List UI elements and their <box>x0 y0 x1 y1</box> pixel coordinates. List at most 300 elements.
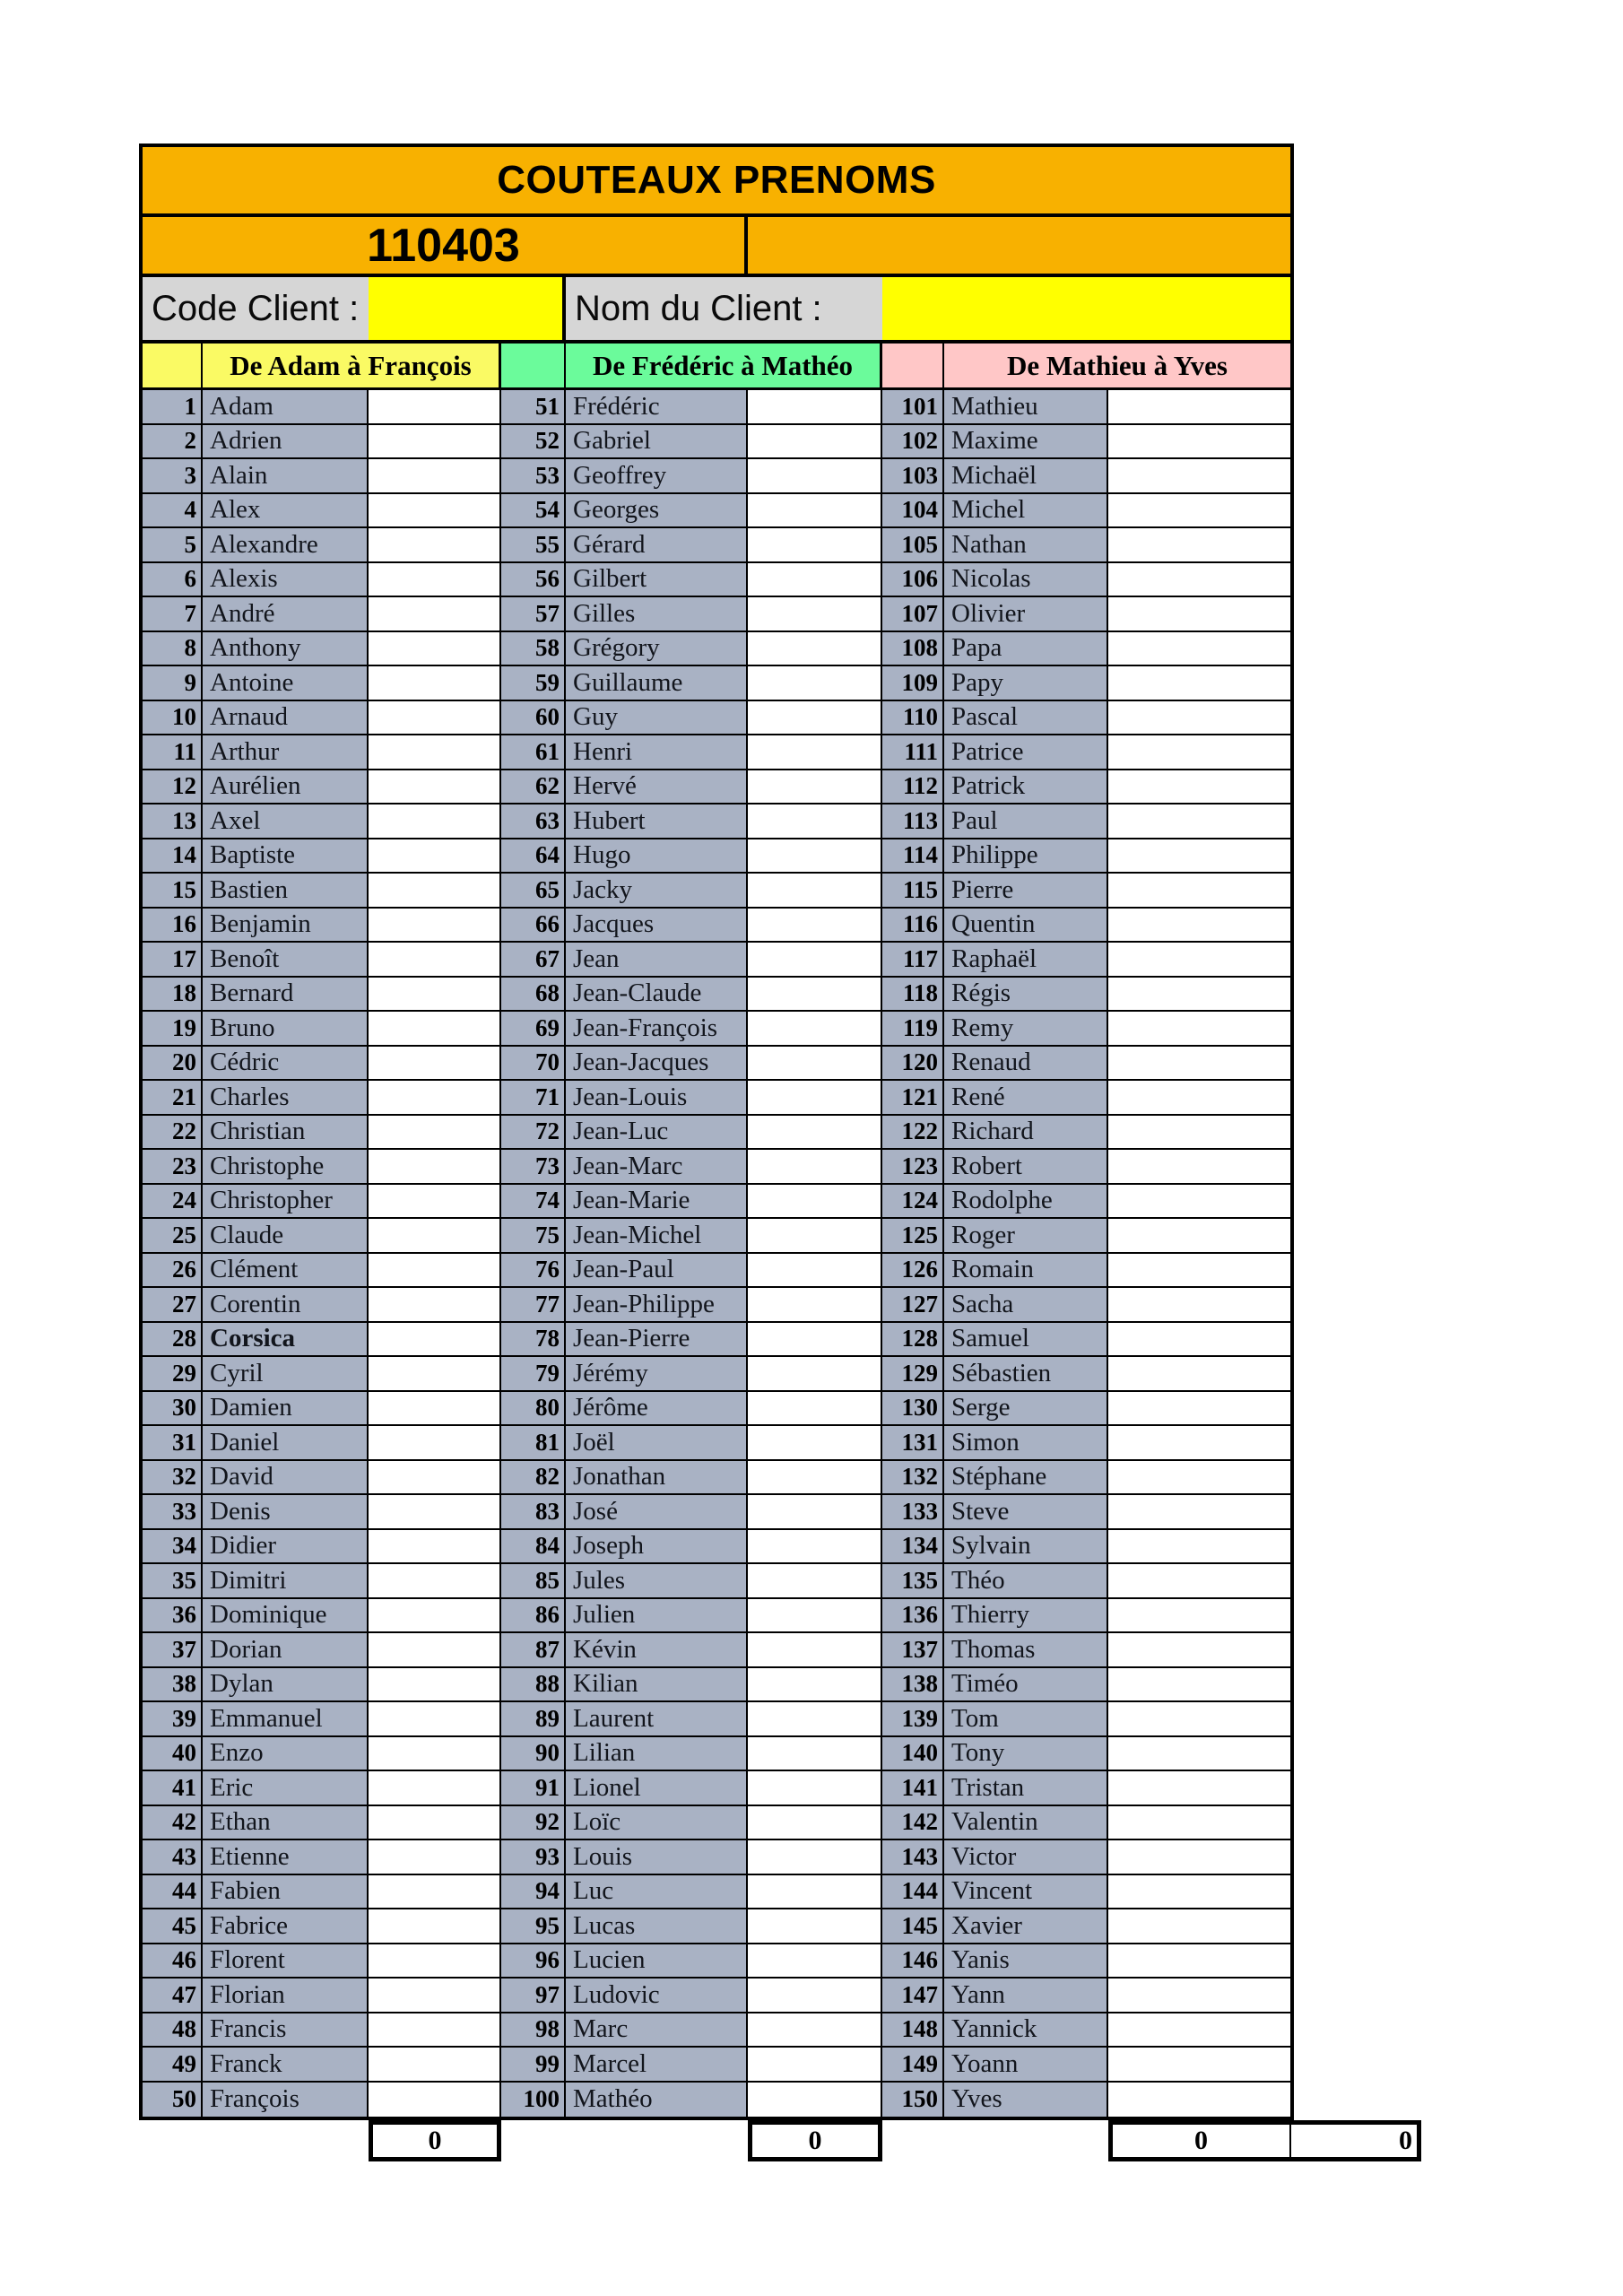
quantity-cell[interactable] <box>748 770 882 805</box>
quantity-cell[interactable] <box>369 1668 501 1703</box>
quantity-cell[interactable] <box>1108 770 1290 805</box>
row-number: 82 <box>501 1461 566 1496</box>
name-cell: Damien <box>203 1392 369 1427</box>
row-number: 73 <box>501 1150 566 1185</box>
quantity-cell[interactable] <box>1108 528 1290 563</box>
row-number: 88 <box>501 1668 566 1703</box>
quantity-cell[interactable] <box>1108 1564 1290 1599</box>
name-cell: Romain <box>944 1254 1108 1289</box>
row-number: 101 <box>882 390 944 425</box>
row-number: 28 <box>143 1323 203 1358</box>
name-cell: Baptiste <box>203 839 369 874</box>
row-number: 116 <box>882 909 944 944</box>
quantity-cell[interactable] <box>748 1047 882 1082</box>
quantity-cell[interactable] <box>369 1288 501 1323</box>
name-cell: Corsica <box>203 1323 369 1358</box>
quantity-cell[interactable] <box>369 874 501 909</box>
quantity-cell[interactable] <box>748 943 882 978</box>
quantity-cell[interactable] <box>748 459 882 494</box>
quantity-cell[interactable] <box>1108 1495 1290 1530</box>
name-cell: Hervé <box>566 770 748 805</box>
row-number: 93 <box>501 1840 566 1875</box>
quantity-cell[interactable] <box>1108 1116 1290 1151</box>
row-number: 60 <box>501 701 566 736</box>
quantity-cell[interactable] <box>748 1875 882 1910</box>
quantity-cell[interactable] <box>1108 2013 1290 2048</box>
name-cell: Denis <box>203 1495 369 1530</box>
name-cell: Rodolphe <box>944 1185 1108 1220</box>
quantity-cell[interactable] <box>369 1771 501 1806</box>
quantity-cell[interactable] <box>748 528 882 563</box>
name-cell: Olivier <box>944 597 1108 632</box>
quantity-cell[interactable] <box>748 666 882 701</box>
row-number: 95 <box>501 1909 566 1944</box>
row-number: 92 <box>501 1806 566 1841</box>
quantity-cell[interactable] <box>748 494 882 529</box>
quantity-cell[interactable] <box>748 1150 882 1185</box>
row-number: 137 <box>882 1633 944 1668</box>
quantity-cell[interactable] <box>748 632 882 667</box>
row-number: 75 <box>501 1219 566 1254</box>
quantity-cell[interactable] <box>369 459 501 494</box>
quantity-cell[interactable] <box>369 804 501 839</box>
row-number: 81 <box>501 1426 566 1461</box>
quantity-cell[interactable] <box>369 1806 501 1841</box>
name-cell: Michaël <box>944 459 1108 494</box>
row-number: 9 <box>143 666 203 701</box>
quantity-cell[interactable] <box>748 1323 882 1358</box>
quantity-cell[interactable] <box>369 735 501 770</box>
quantity-cell[interactable] <box>369 1944 501 1979</box>
row-number: 35 <box>143 1564 203 1599</box>
name-cell: Régis <box>944 978 1108 1013</box>
row-number: 34 <box>143 1530 203 1565</box>
row-number: 22 <box>143 1116 203 1151</box>
quantity-cell[interactable] <box>1108 390 1290 425</box>
quantity-cell[interactable] <box>1108 1840 1290 1875</box>
quantity-cell[interactable] <box>748 1737 882 1772</box>
quantity-cell[interactable] <box>748 1254 882 1289</box>
row-number: 100 <box>501 2083 566 2118</box>
quantity-cell[interactable] <box>748 390 882 425</box>
reference-banner <box>143 217 1290 277</box>
quantity-cell[interactable] <box>369 1840 501 1875</box>
name-cell: Bruno <box>203 1012 369 1047</box>
name-cell: Roger <box>944 1219 1108 1254</box>
quantity-cell[interactable] <box>1108 701 1290 736</box>
quantity-cell[interactable] <box>748 1495 882 1530</box>
name-cell: Gabriel <box>566 425 748 460</box>
name-cell: Raphaël <box>944 943 1108 978</box>
quantity-cell[interactable] <box>369 1737 501 1772</box>
quantity-cell[interactable] <box>748 2048 882 2083</box>
row-number: 67 <box>501 943 566 978</box>
name-cell: Jérôme <box>566 1392 748 1427</box>
row-number: 14 <box>143 839 203 874</box>
quantity-cell[interactable] <box>369 909 501 944</box>
name-cell: Gilbert <box>566 563 748 598</box>
quantity-cell[interactable] <box>748 1116 882 1151</box>
quantity-cell[interactable] <box>1108 1979 1290 2013</box>
name-cell: Sylvain <box>944 1530 1108 1565</box>
quantity-cell[interactable] <box>748 1668 882 1703</box>
row-number: 13 <box>143 804 203 839</box>
name-cell: Frédéric <box>566 390 748 425</box>
row-number: 53 <box>501 459 566 494</box>
row-number: 106 <box>882 563 944 598</box>
quantity-cell[interactable] <box>1108 1875 1290 1910</box>
quantity-cell[interactable] <box>369 839 501 874</box>
row-number: 15 <box>143 874 203 909</box>
name-cell: Steve <box>944 1495 1108 1530</box>
quantity-cell[interactable] <box>369 1564 501 1599</box>
name-cell: Axel <box>203 804 369 839</box>
quantity-cell[interactable] <box>369 2013 501 2048</box>
quantity-cell[interactable] <box>369 632 501 667</box>
name-cell: José <box>566 1495 748 1530</box>
quantity-cell[interactable] <box>1108 1599 1290 1634</box>
grand-total: 0 <box>1399 2126 1412 2155</box>
quantity-cell[interactable] <box>369 1047 501 1082</box>
quantity-cell[interactable] <box>1108 459 1290 494</box>
quantity-cell[interactable] <box>1108 1461 1290 1496</box>
quantity-cell[interactable] <box>1108 494 1290 529</box>
name-cell: Jean-Michel <box>566 1219 748 1254</box>
name-cell: Eric <box>203 1771 369 1806</box>
row-number: 18 <box>143 978 203 1013</box>
quantity-cell[interactable] <box>748 1219 882 1254</box>
quantity-cell[interactable] <box>1108 1323 1290 1358</box>
name-cell: Francis <box>203 2013 369 2048</box>
quantity-cell[interactable] <box>748 804 882 839</box>
name-cell: Dorian <box>203 1633 369 1668</box>
quantity-cell[interactable] <box>1108 978 1290 1013</box>
name-cell: Mathéo <box>566 2083 748 2118</box>
section2-number-header <box>501 344 566 390</box>
name-cell: Benjamin <box>203 909 369 944</box>
quantity-cell[interactable] <box>369 1357 501 1392</box>
quantity-cell[interactable] <box>369 528 501 563</box>
name-cell: Jonathan <box>566 1461 748 1496</box>
name-cell: Gilles <box>566 597 748 632</box>
quantity-cell[interactable] <box>1108 1737 1290 1772</box>
quantity-cell[interactable] <box>369 1219 501 1254</box>
name-cell: Lionel <box>566 1771 748 1806</box>
name-cell: Arthur <box>203 735 369 770</box>
name-cell: Philippe <box>944 839 1108 874</box>
quantity-cell[interactable] <box>369 1530 501 1565</box>
quantity-cell[interactable] <box>1108 666 1290 701</box>
quantity-cell[interactable] <box>748 1461 882 1496</box>
quantity-cell[interactable] <box>1108 1185 1290 1220</box>
quantity-cell[interactable] <box>369 701 501 736</box>
name-cell: Patrice <box>944 735 1108 770</box>
quantity-cell[interactable] <box>369 1909 501 1944</box>
name-cell: Joël <box>566 1426 748 1461</box>
name-cell: Kévin <box>566 1633 748 1668</box>
quantity-cell[interactable] <box>1108 632 1290 667</box>
name-cell: David <box>203 1461 369 1496</box>
name-cell: Guy <box>566 701 748 736</box>
row-number: 64 <box>501 839 566 874</box>
row-number: 107 <box>882 597 944 632</box>
quantity-cell[interactable] <box>748 1392 882 1427</box>
quantity-cell[interactable] <box>369 1392 501 1427</box>
name-cell: Jean-Claude <box>566 978 748 1013</box>
quantity-cell[interactable] <box>748 563 882 598</box>
quantity-cell[interactable] <box>369 2048 501 2083</box>
quantity-cell[interactable] <box>369 563 501 598</box>
quantity-cell[interactable] <box>369 1254 501 1289</box>
quantity-cell[interactable] <box>369 494 501 529</box>
name-cell: Mathieu <box>944 390 1108 425</box>
quantity-cell[interactable] <box>369 1150 501 1185</box>
quantity-cell[interactable] <box>1108 1047 1290 1082</box>
row-number: 47 <box>143 1979 203 2013</box>
quantity-cell[interactable] <box>1108 2048 1290 2083</box>
quantity-cell[interactable] <box>1108 563 1290 598</box>
quantity-cell[interactable] <box>369 943 501 978</box>
quantity-cell[interactable] <box>748 1185 882 1220</box>
name-cell: Patrick <box>944 770 1108 805</box>
quantity-cell[interactable] <box>369 2083 501 2118</box>
section1-number-header <box>143 344 203 390</box>
quantity-cell[interactable] <box>748 1357 882 1392</box>
name-cell: Alexis <box>203 563 369 598</box>
name-cell: Jean <box>566 943 748 978</box>
quantity-cell[interactable] <box>1108 1702 1290 1737</box>
row-number: 26 <box>143 1254 203 1289</box>
quantity-cell[interactable] <box>748 735 882 770</box>
quantity-cell[interactable] <box>1108 1668 1290 1703</box>
quantity-cell[interactable] <box>1108 1909 1290 1944</box>
name-cell: Yann <box>944 1979 1108 2013</box>
name-cell: Antoine <box>203 666 369 701</box>
name-cell: Jean-Louis <box>566 1081 748 1116</box>
quantity-cell[interactable] <box>748 1288 882 1323</box>
quantity-cell[interactable] <box>369 1116 501 1151</box>
name-cell: Papa <box>944 632 1108 667</box>
name-cell: Cyril <box>203 1357 369 1392</box>
row-number: 120 <box>882 1047 944 1082</box>
row-number: 111 <box>882 735 944 770</box>
quantity-cell[interactable] <box>748 701 882 736</box>
quantity-cell[interactable] <box>1108 735 1290 770</box>
quantity-cell[interactable] <box>1108 909 1290 944</box>
quantity-cell[interactable] <box>748 874 882 909</box>
name-cell: Tony <box>944 1737 1108 1772</box>
name-cell: Serge <box>944 1392 1108 1427</box>
row-number: 41 <box>143 1771 203 1806</box>
quantity-cell[interactable] <box>1108 1633 1290 1668</box>
client-code-label: Code Client : <box>143 277 369 344</box>
quantity-cell[interactable] <box>748 1633 882 1668</box>
row-number: 3 <box>143 459 203 494</box>
name-cell: Florian <box>203 1979 369 2013</box>
name-cell: Jean-Paul <box>566 1254 748 1289</box>
name-cell: Ludovic <box>566 1979 748 2013</box>
name-cell: Pierre <box>944 874 1108 909</box>
quantity-cell[interactable] <box>369 1461 501 1496</box>
row-number: 69 <box>501 1012 566 1047</box>
quantity-cell[interactable] <box>369 1426 501 1461</box>
quantity-cell[interactable] <box>748 839 882 874</box>
quantity-cell[interactable] <box>1108 804 1290 839</box>
client-name-label: Nom du Client : <box>566 277 882 344</box>
quantity-cell[interactable] <box>1108 2083 1290 2118</box>
name-cell: Gérard <box>566 528 748 563</box>
row-number: 25 <box>143 1219 203 1254</box>
quantity-cell[interactable] <box>369 1979 501 2013</box>
name-cell: Dominique <box>203 1599 369 1634</box>
row-number: 123 <box>882 1150 944 1185</box>
quantity-cell[interactable] <box>369 1012 501 1047</box>
quantity-cell[interactable] <box>748 1979 882 2013</box>
quantity-cell[interactable] <box>1108 1771 1290 1806</box>
name-cell: Daniel <box>203 1426 369 1461</box>
quantity-cell[interactable] <box>748 1702 882 1737</box>
section3-total: 0 <box>1113 2125 1291 2157</box>
quantity-cell[interactable] <box>1108 1219 1290 1254</box>
quantity-cell[interactable] <box>748 597 882 632</box>
quantity-cell[interactable] <box>748 1426 882 1461</box>
client-code-input[interactable] <box>369 277 566 344</box>
row-number: 30 <box>143 1392 203 1427</box>
row-number: 37 <box>143 1633 203 1668</box>
quantity-cell[interactable] <box>1108 597 1290 632</box>
quantity-cell[interactable] <box>1108 1288 1290 1323</box>
quantity-cell[interactable] <box>1108 874 1290 909</box>
row-number: 140 <box>882 1737 944 1772</box>
row-number: 143 <box>882 1840 944 1875</box>
name-cell: Geoffrey <box>566 459 748 494</box>
row-number: 89 <box>501 1702 566 1737</box>
name-cell: Tom <box>944 1702 1108 1737</box>
quantity-cell[interactable] <box>369 1702 501 1737</box>
name-cell: Vincent <box>944 1875 1108 1910</box>
quantity-cell[interactable] <box>1108 1357 1290 1392</box>
name-cell: René <box>944 1081 1108 1116</box>
row-number: 90 <box>501 1737 566 1772</box>
quantity-cell[interactable] <box>369 1185 501 1220</box>
quantity-cell[interactable] <box>748 1944 882 1979</box>
quantity-cell[interactable] <box>748 1012 882 1047</box>
quantity-cell[interactable] <box>1108 425 1290 460</box>
quantity-cell[interactable] <box>748 978 882 1013</box>
row-number: 114 <box>882 839 944 874</box>
quantity-cell[interactable] <box>748 2083 882 2118</box>
name-cell: Joseph <box>566 1530 748 1565</box>
quantity-cell[interactable] <box>1108 1150 1290 1185</box>
quantity-cell[interactable] <box>369 770 501 805</box>
row-number: 125 <box>882 1219 944 1254</box>
name-cell: Christian <box>203 1116 369 1151</box>
row-number: 12 <box>143 770 203 805</box>
quantity-cell[interactable] <box>369 978 501 1013</box>
quantity-cell[interactable] <box>369 1323 501 1358</box>
quantity-cell[interactable] <box>1108 1806 1290 1841</box>
quantity-cell[interactable] <box>748 1564 882 1599</box>
name-cell: Yanis <box>944 1944 1108 1979</box>
quantity-cell[interactable] <box>1108 1426 1290 1461</box>
quantity-cell[interactable] <box>748 1081 882 1116</box>
row-number: 44 <box>143 1875 203 1910</box>
name-cell: Corentin <box>203 1288 369 1323</box>
row-number: 58 <box>501 632 566 667</box>
row-number: 94 <box>501 1875 566 1910</box>
name-cell: Bastien <box>203 874 369 909</box>
name-cell: Robert <box>944 1150 1108 1185</box>
quantity-cell[interactable] <box>748 1909 882 1944</box>
row-number: 61 <box>501 735 566 770</box>
quantity-cell[interactable] <box>1108 1254 1290 1289</box>
quantity-cell[interactable] <box>748 1771 882 1806</box>
section3-number-header <box>882 344 944 390</box>
row-number: 40 <box>143 1737 203 1772</box>
quantity-cell[interactable] <box>369 1633 501 1668</box>
row-number: 85 <box>501 1564 566 1599</box>
row-number: 122 <box>882 1116 944 1151</box>
quantity-cell[interactable] <box>748 1840 882 1875</box>
name-cell: Louis <box>566 1840 748 1875</box>
client-name-input[interactable] <box>882 277 1290 344</box>
quantity-cell[interactable] <box>1108 1944 1290 1979</box>
name-cell: Michel <box>944 494 1108 529</box>
reference-number: 110403 <box>367 219 520 272</box>
name-cell: Enzo <box>203 1737 369 1772</box>
quantity-cell[interactable] <box>748 909 882 944</box>
quantity-cell[interactable] <box>1108 1392 1290 1427</box>
reference-empty-cell <box>748 217 1290 277</box>
quantity-cell[interactable] <box>1108 1530 1290 1565</box>
quantity-cell[interactable] <box>748 2013 882 2048</box>
row-number: 5 <box>143 528 203 563</box>
row-number: 136 <box>882 1599 944 1634</box>
quantity-cell[interactable] <box>748 1530 882 1565</box>
quantity-cell[interactable] <box>1108 1081 1290 1116</box>
name-cell: Fabrice <box>203 1909 369 1944</box>
name-cell: Didier <box>203 1530 369 1565</box>
name-cell: François <box>203 2083 369 2118</box>
quantity-cell[interactable] <box>369 666 501 701</box>
quantity-cell[interactable] <box>369 1875 501 1910</box>
name-cell: Yves <box>944 2083 1108 2118</box>
quantity-cell[interactable] <box>1108 1012 1290 1047</box>
quantity-cell[interactable] <box>369 1599 501 1634</box>
row-number: 132 <box>882 1461 944 1496</box>
quantity-cell[interactable] <box>369 390 501 425</box>
quantity-cell[interactable] <box>369 1081 501 1116</box>
quantity-cell[interactable] <box>1108 943 1290 978</box>
name-cell: Simon <box>944 1426 1108 1461</box>
row-number: 129 <box>882 1357 944 1392</box>
row-number: 76 <box>501 1254 566 1289</box>
name-cell: Benoît <box>203 943 369 978</box>
name-cell: Marc <box>566 2013 748 2048</box>
quantity-cell[interactable] <box>748 1599 882 1634</box>
quantity-cell[interactable] <box>369 597 501 632</box>
quantity-cell[interactable] <box>748 1806 882 1841</box>
row-number: 147 <box>882 1979 944 2013</box>
quantity-cell[interactable] <box>369 425 501 460</box>
section1-header: De Adam à François <box>203 344 501 390</box>
name-cell: Yannick <box>944 2013 1108 2048</box>
name-cell: Bernard <box>203 978 369 1013</box>
quantity-cell[interactable] <box>369 1495 501 1530</box>
quantity-cell[interactable] <box>1108 839 1290 874</box>
quantity-cell[interactable] <box>748 425 882 460</box>
name-cell: Pascal <box>944 701 1108 736</box>
